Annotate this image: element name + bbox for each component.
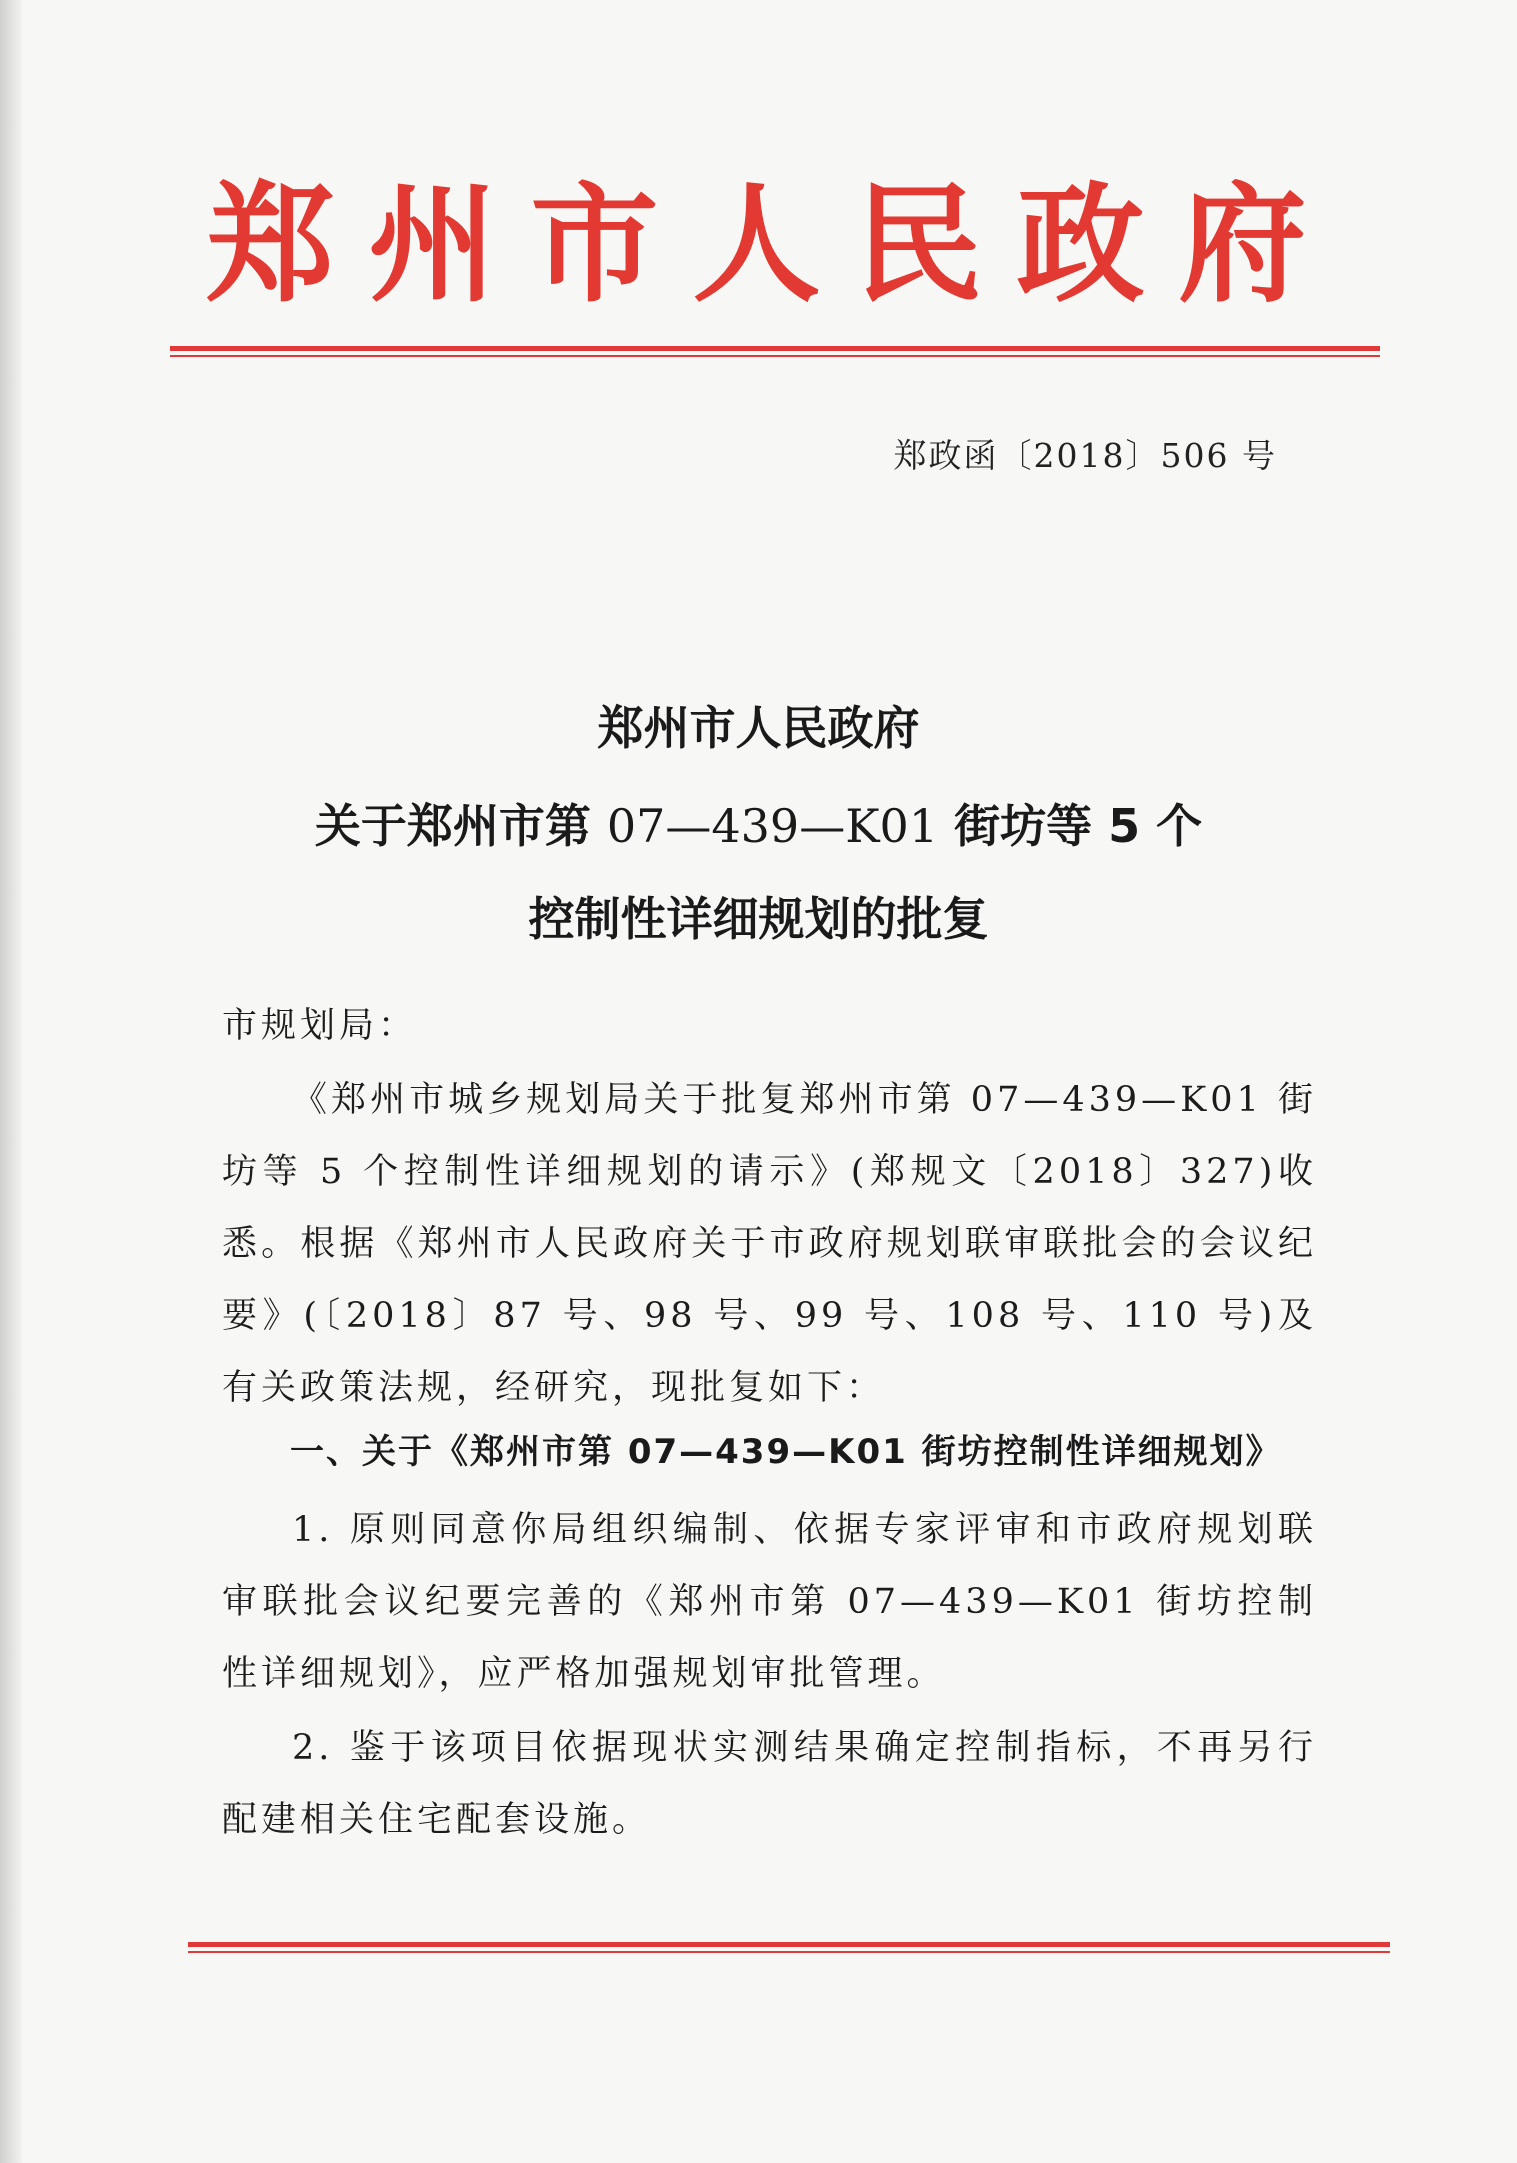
body-paragraph-1: 《郑州市城乡规划局关于批复郑州市第 07—439—K01 街坊等 5 个控制性详细规划的请示》(郑规文〔2018〕327)收悉。根据《郑州市人民政府关于市政府规划联审联批会的会议纪要》(〔2018〕87 号、98 号、99 号、108 号、110 号)及有关政策法规，经研究，现批复如下： (222, 1080, 1317, 1408)
footer-red-rule (188, 1942, 1390, 1947)
salutation: 市规划局： (222, 1006, 418, 1046)
page-edge-shadow (0, 0, 22, 2163)
section-1-heading: 一、关于《郑州市第 07—439—K01 街坊控制性详细规划》 (290, 1432, 1282, 1472)
letterhead-title: 郑州市人民政府 (206, 170, 1341, 320)
section-1-item-2: 2. 鉴于该项目依据现状实测结果确定控制指标，不再另行配建相关住宅配套设施。 (222, 1728, 1317, 1840)
title-line-2-code: 07—439—K01 (606, 799, 939, 853)
title-line-3: 控制性详细规划的批复 (528, 892, 989, 946)
footer-red-rule-thin (188, 1951, 1390, 1953)
title-line-1: 郑州市人民政府 (597, 701, 920, 755)
title-line-2-suffix: 街坊等 5 个 (938, 799, 1203, 853)
title-line-2 (0, 790, 1517, 856)
document-number: 郑政函〔2018〕506 号 (893, 436, 1277, 475)
letterhead-red-rule-thin (170, 355, 1380, 357)
section-1-item-1: 1. 原则同意你局组织编制、依据专家评审和市政府规划联审联批会议纪要完善的《郑州市第 07—439—K01 街坊控制性详细规划》，应严格加强规划审批管理。 (222, 1510, 1317, 1694)
letterhead-red-rule (170, 346, 1380, 351)
title-line-2-prefix: 关于郑州市第 (314, 799, 607, 853)
